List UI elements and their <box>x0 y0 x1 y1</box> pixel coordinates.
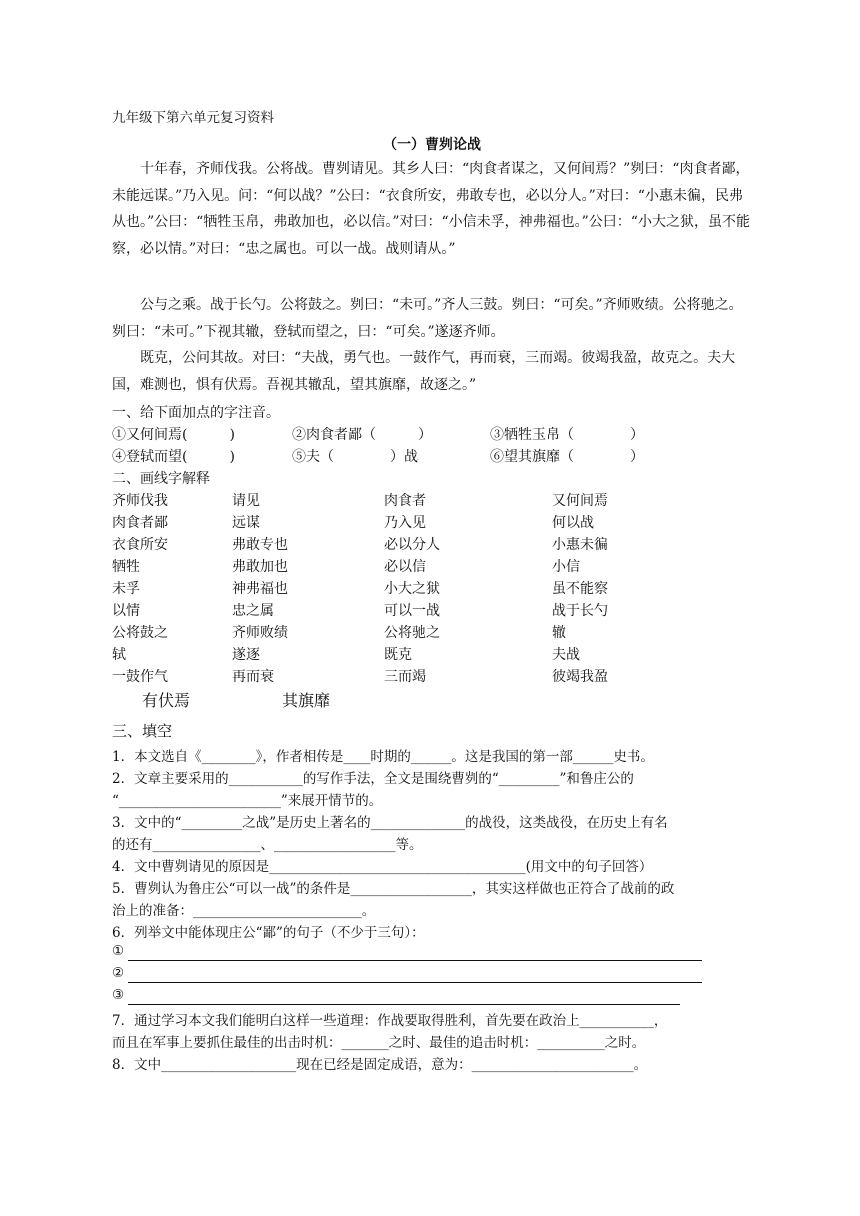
answer-line-1[interactable] <box>128 960 702 961</box>
vocab-cell: 公将驰之 <box>384 625 440 641</box>
question-6: 6．列举文中能体现庄公“鄙”的句子（不少于三句）： <box>112 925 425 941</box>
vocab-cell: 远谋 <box>232 515 260 531</box>
question-3-cont: 的还有________________、__________________等。 <box>112 837 423 853</box>
pinyin-item: ③牺牲玉帛（ ） <box>490 427 644 443</box>
vocab-cell: 再而衰 <box>232 669 274 685</box>
paragraph-2: 公与之乘。战于长勺。公将鼓之。刿曰：“未可。”齐人三鼓。刿曰：“可矣。”齐师败绩。公将驰之。刿曰：“未可。”下视其辙，登轼而望之，曰：“可矣。”遂逐齐师。 <box>112 297 743 340</box>
vocab-extra-2: 其旗靡 <box>282 691 331 710</box>
vocab-cell: 牺牲 <box>112 559 140 575</box>
question-1: 1．本文选自《________》，作者相传是____时期的______。这是我国的第一部______史书。 <box>112 749 654 765</box>
vocab-cell: 忠之属 <box>232 603 274 619</box>
vocab-cell: 夫战 <box>552 647 580 663</box>
vocab-cell: 战于长勺 <box>552 603 608 619</box>
pinyin-item: ②肉食者鄙（ ） <box>292 427 432 443</box>
vocab-grid <box>112 490 752 690</box>
vocab-cell: 请见 <box>232 493 260 509</box>
vocab-cell: 既克 <box>384 647 412 663</box>
vocab-cell: 一鼓作气 <box>112 669 168 685</box>
document-title: 九年级下第六单元复习资料 <box>112 110 274 126</box>
vocab-cell: 神弗福也 <box>232 581 288 597</box>
vocab-cell: 以情 <box>112 603 140 619</box>
vocab-cell: 乃入见 <box>384 515 426 531</box>
section-1-heading: 一、给下面加点的字注音。 <box>112 405 280 421</box>
pinyin-row-1 <box>112 424 752 446</box>
question-7: 7．通过学习本文我们能明白这样一些道理：作战要取得胜利，首先要在政治上___________， <box>112 1013 668 1029</box>
vocab-cell: 肉食者 <box>384 493 426 509</box>
question-5: 5．曹刿认为鲁庄公“可以一战”的条件是__________________，其实这样做也正符合了战前的政 <box>112 881 675 897</box>
question-8: 8．文中____________________现在已经是固定成语，意为：________________________。 <box>112 1057 648 1073</box>
section-title: （一）曹刿论战 <box>383 137 481 153</box>
answer-line-3[interactable] <box>128 1004 680 1005</box>
vocab-cell: 何以战 <box>552 515 594 531</box>
vocab-cell: 衣食所安 <box>112 537 168 553</box>
vocab-cell: 小大之狱 <box>384 581 440 597</box>
vocab-cell: 虽不能察 <box>552 581 608 597</box>
vocab-cell: 遂逐 <box>232 647 260 663</box>
vocab-cell: 弗敢专也 <box>232 537 288 553</box>
vocab-cell: 肉食者鄙 <box>112 515 168 531</box>
question-5-cont: 治上的准备：_________________________。 <box>112 903 376 919</box>
question-2-cont: “________________________”来展开情节的。 <box>112 793 383 809</box>
vocab-cell: 又何间焉 <box>552 493 608 509</box>
vocab-cell: 公将鼓之 <box>112 625 168 641</box>
question-2: 2．文章主要采用的___________的写作手法，全文是围绕曹刿的“_________”和鲁庄公的 <box>112 771 634 787</box>
pinyin-item: ①又何间焉( ) <box>112 427 235 443</box>
vocab-cell: 轼 <box>112 647 126 663</box>
question-7-cont: 而且在军事上要抓住最佳的出击时机：_______之时、最佳的追击时机：__________之时。 <box>112 1035 646 1051</box>
vocab-cell: 三而竭 <box>384 669 426 685</box>
pinyin-item: ⑥望其旗靡（ ） <box>490 449 644 465</box>
vocab-cell: 小惠未徧 <box>552 537 608 553</box>
vocab-cell: 必以信 <box>384 559 426 575</box>
vocab-cell: 必以分人 <box>384 537 440 553</box>
section-3-heading: 三、填空 <box>112 722 173 740</box>
pinyin-item: ⑤夫（ ）战 <box>292 449 418 465</box>
vocab-cell: 齐师伐我 <box>112 493 168 509</box>
answer-line-1-marker: ① <box>112 943 125 959</box>
vocab-cell: 齐师败绩 <box>232 625 288 641</box>
question-4: 4．文中曹刿请见的原因是______________________________________(用文中的句子回答） <box>112 859 653 875</box>
answer-line-2-marker: ② <box>112 965 125 981</box>
vocab-cell: 弗敢加也 <box>232 559 288 575</box>
vocab-cell: 可以一战 <box>384 603 440 619</box>
answer-line-2[interactable] <box>128 982 702 983</box>
pinyin-item: ④登轼而望( ) <box>112 449 235 465</box>
section-2-heading: 二、画线字解释 <box>112 471 210 487</box>
question-3: 3．文中的“_________之战”是历史上著名的______________的战役，这类战役，在历史上有名 <box>112 815 668 831</box>
vocab-cell: 未孚 <box>112 581 140 597</box>
paragraph-1: 十年春，齐师伐我。公将战。曹刿请见。其乡人曰：“肉食者谋之，又何间焉？”刿曰：“肉食者鄙，未能远谋。”乃入见。问：“何以战？”公曰：“衣食所安，弗敢专也，必以分人。”对曰：“小惠未徧，民弗从也。”公曰：“牺牲玉帛，弗敢加也，必以信。”对曰：“小信未孚，神弗福也。”公曰：“小大之狱，虽不能察，必以情。”对曰：“忠之属也。可以一战。战则请从。” <box>112 161 750 257</box>
answer-line-3-marker: ③ <box>112 987 125 1003</box>
vocab-cell: 辙 <box>552 625 566 641</box>
vocab-extra-1: 有伏焉 <box>142 691 191 710</box>
paragraph-3: 既克，公问其故。对曰：“夫战，勇气也。一鼓作气，再而衰，三而竭。彼竭我盈，故克之。夫大国，难测也，惧有伏焉。吾视其辙乱，望其旗靡，故逐之。” <box>112 350 736 393</box>
vocab-cell: 小信 <box>552 559 580 575</box>
vocab-cell: 彼竭我盈 <box>552 669 608 685</box>
pinyin-row-2 <box>112 446 752 468</box>
